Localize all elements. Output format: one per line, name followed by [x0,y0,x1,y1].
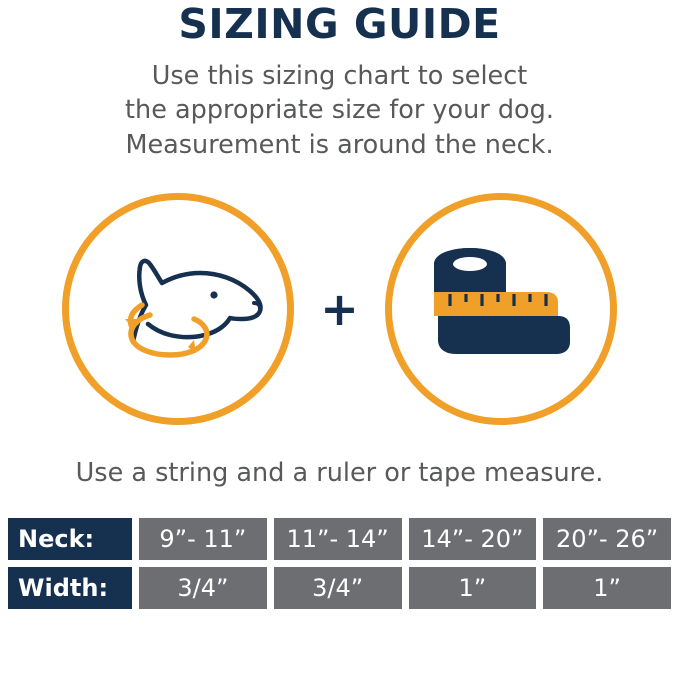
width-value-2: 3/4” [274,567,402,609]
neck-value-4: 20”- 26” [543,518,671,560]
dog-neck-measure-circle [62,193,294,425]
intro-text [0,59,679,162]
table-row [8,567,671,609]
icon-row [0,184,679,434]
tape-measure-circle [385,193,617,425]
measure-caption: Use a string and a ruler or tape measure. [75,458,604,489]
plus-symbol: + [320,282,359,337]
dog-neck-measure-icon [78,207,278,412]
width-value-1: 3/4” [139,567,267,609]
row-header-width: Width: [8,567,132,609]
neck-value-1: 9”- 11” [139,518,267,560]
neck-value-3: 14”- 20” [409,518,537,560]
tape-measure-icon [416,242,586,377]
table-row [8,518,671,560]
page-title: SIZING GUIDE [178,0,501,48]
neck-value-2: 11”- 14” [274,518,402,560]
width-value-3: 1” [409,567,537,609]
width-value-4: 1” [543,567,671,609]
intro-line-3: Measurement is around the neck. [125,129,554,160]
size-table [8,518,671,609]
row-header-neck: Neck: [8,518,132,560]
intro-line-2: the appropriate size for your dog. [125,95,554,126]
intro-line-1: Use this sizing chart to select [151,61,528,91]
